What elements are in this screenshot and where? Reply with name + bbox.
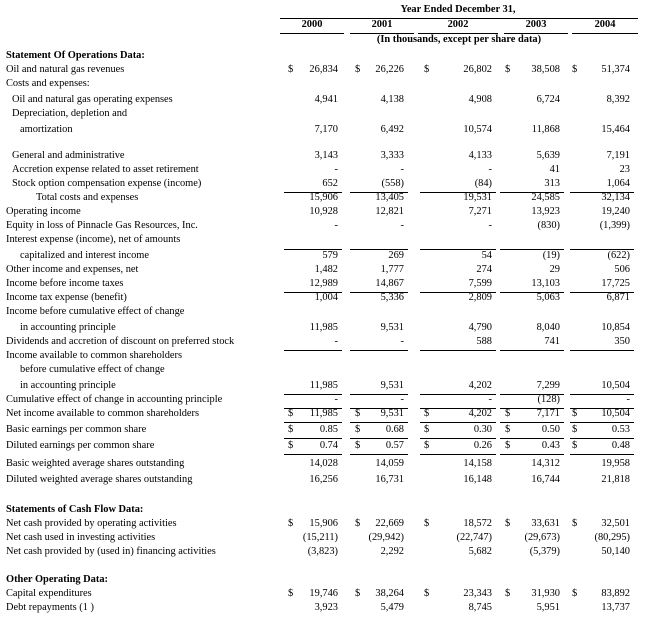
table-cell: 0.43 <box>541 440 560 451</box>
table-rule <box>570 408 634 409</box>
row-label: Equity in loss of Pinnacle Gas Resources, Inc. <box>6 220 198 231</box>
table-cell: 5,479 <box>380 602 404 613</box>
table-cell: 4,908 <box>468 94 492 105</box>
table-rule <box>284 292 342 293</box>
row-label: in accounting principle <box>20 322 116 333</box>
table-cell: 17,725 <box>601 278 630 289</box>
table-rule <box>420 454 496 455</box>
table-cell: 5,639 <box>536 150 560 161</box>
table-cell: (830) <box>537 220 560 231</box>
currency-symbol: $ <box>355 424 361 435</box>
table-rule <box>350 394 408 395</box>
table-cell: 7,299 <box>536 380 560 391</box>
currency-symbol: $ <box>572 408 578 419</box>
table-cell: - <box>400 220 404 231</box>
table-cell: 313 <box>544 178 560 189</box>
row-label: capitalized and interest income <box>20 250 149 261</box>
table-cell: 7,170 <box>314 124 338 135</box>
table-cell: 0.26 <box>473 440 492 451</box>
table-cell: - <box>400 336 404 347</box>
table-rule <box>570 249 634 250</box>
table-cell: 11,985 <box>309 322 338 333</box>
row-label: Income before cumulative effect of change <box>6 306 185 317</box>
table-cell: 16,148 <box>463 474 492 485</box>
table-rule <box>500 394 564 395</box>
table-rule <box>284 394 342 395</box>
year-header-2003: 2003 <box>525 19 547 30</box>
currency-symbol: $ <box>355 408 361 419</box>
table-rule <box>500 350 564 351</box>
table-rule <box>570 292 634 293</box>
table-cell: 31,930 <box>531 588 560 599</box>
table-cell: 6,492 <box>380 124 404 135</box>
row-label: Accretion expense related to asset retirement <box>12 164 199 175</box>
table-cell: 0.57 <box>385 440 404 451</box>
row-label: in accounting principle <box>20 380 116 391</box>
table-rule <box>500 422 564 423</box>
table-cell: 14,867 <box>375 278 404 289</box>
currency-symbol: $ <box>424 588 430 599</box>
table-cell: 741 <box>544 336 560 347</box>
currency-symbol: $ <box>572 518 578 529</box>
table-cell: - <box>488 394 492 405</box>
table-cell: 7,171 <box>536 408 560 419</box>
currency-symbol: $ <box>505 424 511 435</box>
table-cell: 23 <box>619 164 630 175</box>
table-cell: 4,133 <box>468 150 492 161</box>
table-cell: 9,531 <box>380 322 404 333</box>
row-label: Depreciation, depletion and <box>12 108 128 119</box>
year-rule-2000 <box>280 33 344 34</box>
table-rule <box>284 438 342 439</box>
section-heading-operations: Statement Of Operations Data: <box>6 50 145 61</box>
table-cell: 4,790 <box>468 322 492 333</box>
currency-symbol: $ <box>572 64 578 75</box>
currency-symbol: $ <box>288 440 294 451</box>
table-cell: (80,295) <box>594 532 630 543</box>
table-cell: 506 <box>614 264 630 275</box>
table-cell: 10,504 <box>601 408 630 419</box>
table-cell: 13,737 <box>601 602 630 613</box>
table-rule <box>350 408 408 409</box>
table-cell: 11,985 <box>309 408 338 419</box>
table-cell: - <box>334 220 338 231</box>
year-header-2000: 2000 <box>301 19 323 30</box>
table-rule <box>500 192 564 193</box>
row-label: Income tax expense (benefit) <box>6 292 127 303</box>
table-cell: 9,531 <box>380 380 404 391</box>
table-cell: 1,004 <box>314 292 338 303</box>
row-label: Operating income <box>6 206 81 217</box>
table-cell: 5,682 <box>468 546 492 557</box>
table-cell: 6,871 <box>606 292 630 303</box>
table-rule <box>420 249 496 250</box>
table-rule <box>420 408 496 409</box>
table-cell: 41 <box>549 164 560 175</box>
currency-symbol: $ <box>505 408 511 419</box>
table-rule <box>284 192 342 193</box>
row-label: Net cash provided by (used in) financing activities <box>6 546 216 557</box>
table-cell: 83,892 <box>601 588 630 599</box>
row-label: Basic weighted average shares outstanding <box>6 458 185 469</box>
table-cell: 38,508 <box>531 64 560 75</box>
table-cell: (622) <box>607 250 630 261</box>
currency-symbol: $ <box>424 440 430 451</box>
table-cell: 274 <box>476 264 492 275</box>
header-subtitle: (In thousands, except per share data) <box>376 34 542 45</box>
table-cell: 13,923 <box>531 206 560 217</box>
table-cell: 32,501 <box>601 518 630 529</box>
currency-symbol: $ <box>424 518 430 529</box>
table-rule <box>420 350 496 351</box>
table-cell: 23,343 <box>463 588 492 599</box>
table-cell: (29,942) <box>368 532 404 543</box>
table-cell: 4,202 <box>468 380 492 391</box>
table-rule <box>350 249 408 250</box>
table-cell: 15,906 <box>309 192 338 203</box>
table-cell: - <box>334 164 338 175</box>
currency-symbol: $ <box>355 64 361 75</box>
table-cell: - <box>334 394 338 405</box>
year-header-2002: 2002 <box>447 19 469 30</box>
table-cell: 13,103 <box>531 278 560 289</box>
table-cell: 26,802 <box>463 64 492 75</box>
table-cell: 8,745 <box>468 602 492 613</box>
table-rule <box>500 438 564 439</box>
table-rule <box>500 292 564 293</box>
row-label: Costs and expenses: <box>6 78 90 89</box>
table-cell: - <box>626 394 630 405</box>
table-cell: (5,379) <box>529 546 560 557</box>
table-rule <box>420 292 496 293</box>
table-cell: 10,574 <box>463 124 492 135</box>
table-cell: 12,821 <box>375 206 404 217</box>
table-rule <box>570 350 634 351</box>
table-cell: 5,336 <box>380 292 404 303</box>
table-rule <box>284 422 342 423</box>
table-cell: 14,158 <box>463 458 492 469</box>
currency-symbol: $ <box>288 64 294 75</box>
year-header-2001: 2001 <box>371 19 393 30</box>
table-cell: 10,504 <box>601 380 630 391</box>
table-rule <box>284 454 342 455</box>
row-label: Stock option compensation expense (income) <box>12 178 202 189</box>
table-cell: 14,059 <box>375 458 404 469</box>
row-label: Basic earnings per common share <box>6 424 147 435</box>
currency-symbol: $ <box>355 440 361 451</box>
table-cell: 5,063 <box>536 292 560 303</box>
table-cell: - <box>400 394 404 405</box>
currency-symbol: $ <box>505 440 511 451</box>
year-rule-2004 <box>572 33 638 34</box>
table-cell: 51,374 <box>601 64 630 75</box>
row-label: amortization <box>20 124 73 135</box>
table-cell: 21,818 <box>601 474 630 485</box>
table-rule <box>284 249 342 250</box>
table-rule <box>500 454 564 455</box>
table-cell: 1,064 <box>606 178 630 189</box>
table-cell: 26,226 <box>375 64 404 75</box>
table-cell: (558) <box>381 178 404 189</box>
table-cell: - <box>488 164 492 175</box>
table-rule <box>570 394 634 395</box>
table-cell: 3,143 <box>314 150 338 161</box>
row-label: Net cash provided by operating activities <box>6 518 177 529</box>
table-cell: (29,673) <box>524 532 560 543</box>
row-label: Cumulative effect of change in accounting principle <box>6 394 223 405</box>
table-cell: 38,264 <box>375 588 404 599</box>
table-cell: 18,572 <box>463 518 492 529</box>
table-cell: 0.85 <box>319 424 338 435</box>
row-label: Diluted earnings per common share <box>6 440 155 451</box>
table-cell: 4,202 <box>468 408 492 419</box>
table-cell: 1,777 <box>380 264 404 275</box>
currency-symbol: $ <box>355 518 361 529</box>
table-cell: 0.74 <box>319 440 338 451</box>
table-cell: 350 <box>614 336 630 347</box>
table-cell: 13,405 <box>375 192 404 203</box>
table-rule <box>284 350 342 351</box>
table-cell: 10,928 <box>309 206 338 217</box>
table-cell: 652 <box>322 178 338 189</box>
table-cell: 19,746 <box>309 588 338 599</box>
table-cell: 24,585 <box>531 192 560 203</box>
row-label: Oil and natural gas revenues <box>6 64 125 75</box>
table-cell: 579 <box>322 250 338 261</box>
table-rule <box>420 438 496 439</box>
table-cell: 8,040 <box>536 322 560 333</box>
section-heading-other-operating: Other Operating Data: <box>6 574 108 585</box>
table-cell: 7,271 <box>468 206 492 217</box>
table-cell: 32,134 <box>601 192 630 203</box>
table-cell: 0.48 <box>611 440 630 451</box>
table-cell: 26,834 <box>309 64 338 75</box>
table-cell: 11,868 <box>531 124 560 135</box>
table-cell: 3,333 <box>380 150 404 161</box>
table-rule <box>350 454 408 455</box>
table-rule <box>420 394 496 395</box>
table-cell: 5,951 <box>536 602 560 613</box>
table-rule <box>350 292 408 293</box>
row-label: General and administrative <box>12 150 125 161</box>
table-rule <box>570 454 634 455</box>
currency-symbol: $ <box>424 64 430 75</box>
table-rule <box>350 350 408 351</box>
currency-symbol: $ <box>288 518 294 529</box>
table-cell: - <box>400 164 404 175</box>
table-cell: 0.68 <box>385 424 404 435</box>
table-cell: 0.53 <box>611 424 630 435</box>
table-cell: (84) <box>474 178 492 189</box>
table-rule <box>420 422 496 423</box>
table-cell: (19) <box>542 250 560 261</box>
table-cell: 50,140 <box>601 546 630 557</box>
table-cell: (22,747) <box>456 532 492 543</box>
table-rule <box>570 422 634 423</box>
table-cell: 14,312 <box>531 458 560 469</box>
table-rule <box>570 192 634 193</box>
currency-symbol: $ <box>572 440 578 451</box>
table-cell: 14,028 <box>309 458 338 469</box>
table-cell: 0.30 <box>473 424 492 435</box>
row-label: Income before income taxes <box>6 278 124 289</box>
table-cell: 3,923 <box>314 602 338 613</box>
table-cell: 22,669 <box>375 518 404 529</box>
table-cell: (1,399) <box>599 220 630 231</box>
row-label: Net cash used in investing activities <box>6 532 156 543</box>
table-cell: 7,599 <box>468 278 492 289</box>
table-cell: 11,985 <box>309 380 338 391</box>
table-cell: 12,989 <box>309 278 338 289</box>
table-cell: - <box>488 220 492 231</box>
row-label: Debt repayments (1 ) <box>6 602 95 613</box>
table-cell: 15,464 <box>601 124 630 135</box>
currency-symbol: $ <box>355 588 361 599</box>
table-cell: 1,482 <box>314 264 338 275</box>
table-cell: 4,138 <box>380 94 404 105</box>
table-cell: (128) <box>537 394 560 405</box>
table-cell: - <box>334 336 338 347</box>
table-cell: 269 <box>388 250 404 261</box>
row-label: Total costs and expenses <box>36 192 139 203</box>
row-label: Other income and expenses, net <box>6 264 139 275</box>
table-cell: 33,631 <box>531 518 560 529</box>
currency-symbol: $ <box>288 424 294 435</box>
table-cell: (3,823) <box>307 546 338 557</box>
year-header-2004: 2004 <box>594 19 616 30</box>
table-cell: 7,191 <box>606 150 630 161</box>
row-label: Diluted weighted average shares outstanding <box>6 474 193 485</box>
table-cell: 588 <box>476 336 492 347</box>
row-label: Capital expenditures <box>6 588 92 599</box>
currency-symbol: $ <box>572 424 578 435</box>
table-cell: 19,958 <box>601 458 630 469</box>
table-rule <box>500 249 564 250</box>
table-cell: 2,809 <box>468 292 492 303</box>
header-title: Year Ended December 31, <box>400 4 516 15</box>
table-rule <box>570 438 634 439</box>
table-cell: 29 <box>549 264 560 275</box>
table-rule <box>350 438 408 439</box>
table-cell: 19,240 <box>601 206 630 217</box>
currency-symbol: $ <box>572 588 578 599</box>
table-rule <box>500 408 564 409</box>
currency-symbol: $ <box>288 408 294 419</box>
row-label: before cumulative effect of change <box>20 364 165 375</box>
table-rule <box>350 192 408 193</box>
table-cell: 16,256 <box>309 474 338 485</box>
row-label: Oil and natural gas operating expenses <box>12 94 173 105</box>
table-cell: 54 <box>481 250 492 261</box>
table-rule <box>420 192 496 193</box>
table-rule <box>284 408 342 409</box>
table-cell: 4,941 <box>314 94 338 105</box>
currency-symbol: $ <box>288 588 294 599</box>
currency-symbol: $ <box>424 408 430 419</box>
row-label: Dividends and accretion of discount on preferred stock <box>6 336 235 347</box>
row-label: Net income available to common shareholders <box>6 408 200 419</box>
table-cell: 9,531 <box>380 408 404 419</box>
table-cell: 8,392 <box>606 94 630 105</box>
table-cell: 2,292 <box>380 546 404 557</box>
table-cell: 10,854 <box>601 322 630 333</box>
section-heading-cash-flow: Statements of Cash Flow Data: <box>6 504 144 515</box>
table-cell: 6,724 <box>536 94 560 105</box>
table-cell: 16,731 <box>375 474 404 485</box>
row-label: Interest expense (income), net of amounts <box>6 234 181 245</box>
currency-symbol: $ <box>505 588 511 599</box>
currency-symbol: $ <box>505 64 511 75</box>
table-cell: 16,744 <box>531 474 560 485</box>
table-cell: 19,531 <box>463 192 492 203</box>
table-cell: (15,211) <box>302 532 338 543</box>
currency-symbol: $ <box>424 424 430 435</box>
currency-symbol: $ <box>505 518 511 529</box>
row-label: Income available to common shareholders <box>6 350 183 361</box>
table-cell: 0.50 <box>541 424 560 435</box>
table-rule <box>350 422 408 423</box>
table-cell: 15,906 <box>309 518 338 529</box>
